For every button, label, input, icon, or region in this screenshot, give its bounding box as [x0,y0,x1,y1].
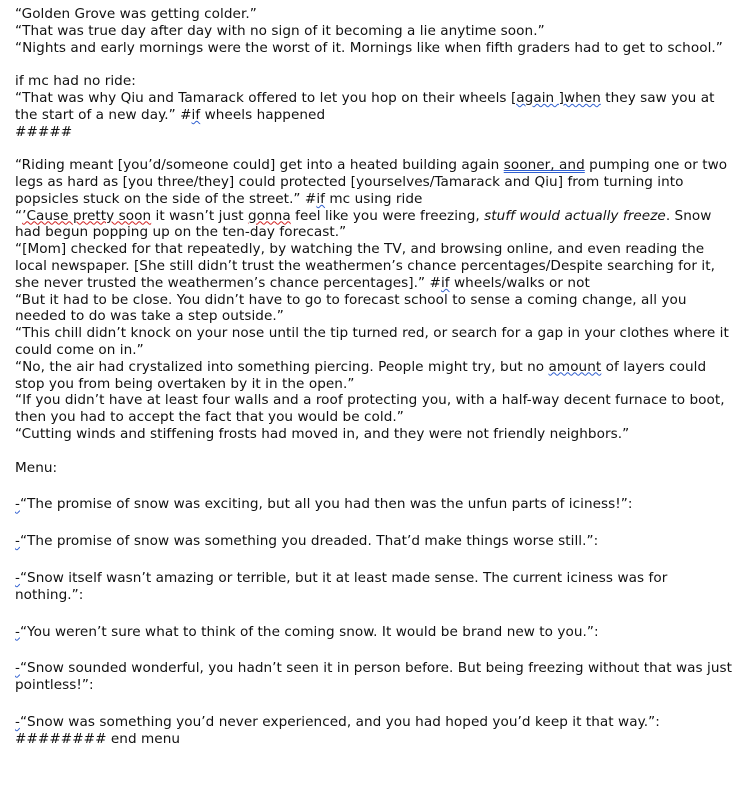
text-run: pumping one or two legs as hard as [you three/they] could protected [yourselves/Tamarack and Qiu] from turning into popsicles stuck on the side of the street.” # [15,157,728,207]
menu-option [15,533,733,550]
menu-option-text: “Snow itself wasn’t amazing or terrible, but it at least made sense. The current iciness was for nothing.”: [15,569,668,603]
text-run: “[Mom] checked for that repeatedly, by watching the TV, and browsing online, and even reading the local newspaper. [She still didn’t trust the weathermen’s chance percentages/Despite searching for it, she never trusted the weathermen’s chance percentages].” # [15,241,715,291]
menu-option [15,624,733,641]
grammar-flag[interactable]: - [15,623,20,640]
paragraph: “Golden Grove was getting colder.” [15,6,257,22]
text-run: wheels happened [200,106,326,123]
menu-end-marker: ######## end menu [15,730,181,747]
text-run: mc using ride [325,190,423,207]
paragraph: “That was true day after day with no sign of it becoming a lie anytime soon.” [15,22,545,39]
text-run: wheels/walks or not [449,274,590,291]
italic-text: stuff would actually freeze [484,207,666,224]
menu-option-text: “Snow was something you’d never experienced, and you had hoped you’d keep it that way.”: [19,713,660,730]
spelling-flag[interactable]: gonna [247,207,291,224]
menu-option [15,570,733,604]
grammar-flag[interactable]: amount [548,358,602,375]
grammar-flag[interactable]: - [15,660,20,677]
grammar-flag[interactable]: - [15,569,20,586]
paragraph: “If you didn’t have at least four walls and a roof protecting you, with a half-way decent furnace to boot, then you had to accept the fact that you would be cold.” [15,392,725,426]
paragraph [15,359,733,393]
paragraph: if mc had no ride: [15,73,136,90]
blank-line [15,604,733,624]
paragraph: “Nights and early mornings were the worst of it. Mornings like when fifth graders had to get to school.” [15,39,723,56]
text-run: “ [15,207,23,224]
text-run: it wasn’t just [151,207,248,224]
paragraph [15,157,733,207]
text-run: feel like you were freezing, [290,207,485,224]
blank-line [15,694,733,714]
paragraph: “Cutting winds and stiffening frosts had moved in, and they were not friendly neighbors.” [15,425,630,442]
grammar-flag[interactable]: - [15,713,20,730]
text-run: of layers could stop you from being overtaken by it in the open.” [15,358,707,392]
document-body[interactable] [15,6,733,747]
menu-option-text: “Snow sounded wonderful, you hadn’t seen it in person before. But being freezing without that was just pointless!”: [15,660,733,694]
menu-option [15,496,733,513]
blank-line [15,640,733,660]
text-run: “That was why Qiu and Tamarack offered to let you hop on their wheels [15,89,511,106]
text-run: “Riding meant [you’d/someone could] get into a heated building again [15,157,504,174]
menu-option-text: “You weren’t sure what to think of the coming snow. It would be brand new to you.”: [19,623,599,640]
blank-line [15,56,733,73]
grammar-flag[interactable]: [again ]when [510,89,601,106]
blank-line [15,443,733,460]
blank-line [15,550,733,570]
grammar-flag[interactable]: - [15,496,20,513]
menu-option-text: “The promise of snow was something you dreaded. That’d make things worse still.”: [19,533,599,550]
paragraph: “This chill didn’t knock on your nose until the tip turned red, or search for a gap in your clothes where it could come on in.” [15,325,729,358]
grammar-flag[interactable]: - [15,533,20,550]
spelling-flag[interactable]: ’Cause pretty soon [22,207,152,224]
grammar-flag[interactable]: if [191,106,201,123]
menu-option-text: “The promise of snow was exciting, but all you had then was the unfun parts of iciness!”: [19,496,633,513]
paragraph [15,208,733,242]
blank-line [15,140,733,157]
blank-line [15,513,733,533]
text-run: “No, the air had crystalized into something piercing. People might try, but no [15,358,549,375]
paragraph [15,90,733,124]
paragraph: ##### [15,123,73,140]
menu-option [15,714,733,731]
text-run: they saw you at the start of a new day.” # [15,89,715,123]
grammar-flag[interactable]: sooner, and [503,157,585,174]
paragraph: “But it had to be close. You didn’t have to go to forecast school to sense a coming change, all you needed to do was take a step outside.” [15,291,687,325]
blank-line [15,476,733,496]
grammar-flag[interactable]: if [440,274,450,291]
text-run: . Snow had begun popping up on the ten-day forecast.” [15,207,712,241]
grammar-flag[interactable]: if [316,190,326,207]
menu-heading: Menu: [15,459,58,476]
paragraph [15,241,733,291]
menu-option [15,660,733,694]
